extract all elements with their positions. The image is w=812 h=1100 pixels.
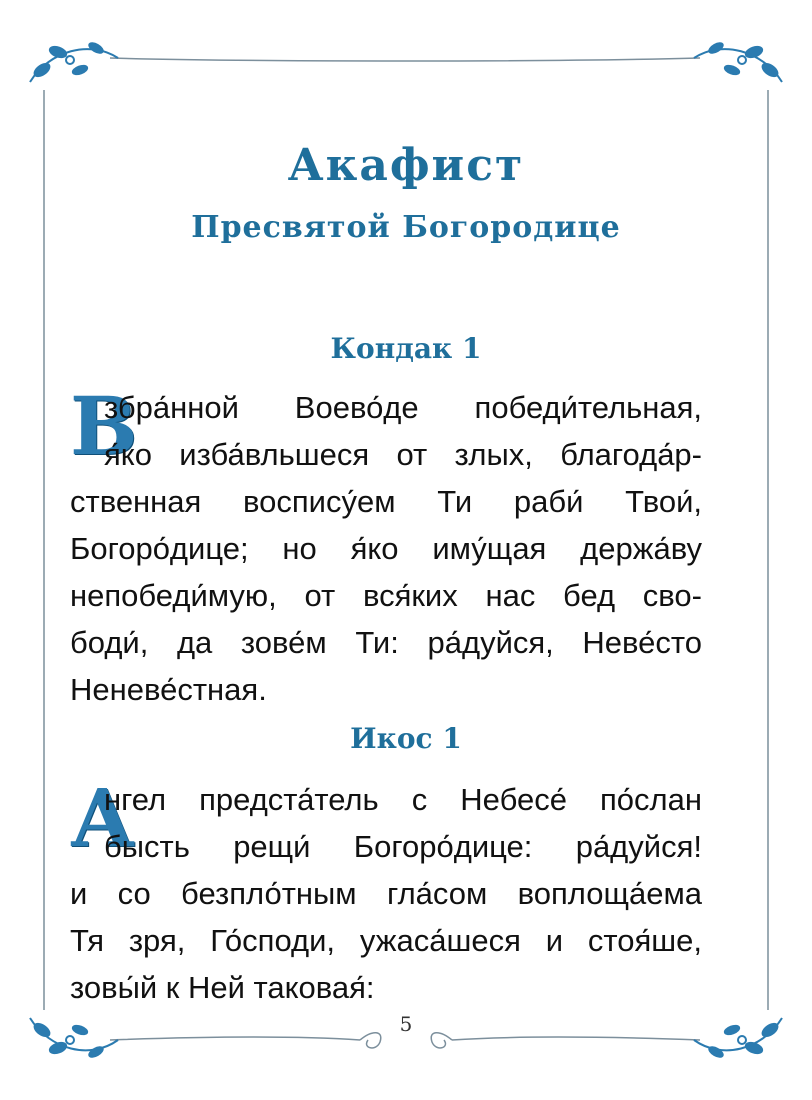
page-subtitle: Пресвятой Богородице [191, 210, 621, 245]
ikos-dropcap: А [70, 771, 136, 865]
text-line: збра́нной Воево́де победи́тельная, [104, 390, 702, 425]
text-line: непобеди́мую, от вся́ких нас бед сво- [70, 578, 702, 613]
text-line: боди́, да зове́м Ти: ра́дуйся, Неве́сто [70, 625, 702, 660]
ikos-heading: Икос 1 [350, 722, 462, 755]
text-line: зовы́й к Ней таковая́: [70, 970, 375, 1005]
text-line: Тя зря, Го́споди, ужаса́шеся и стоя́ше, [70, 923, 702, 958]
kondak-heading: Кондак 1 [330, 332, 482, 365]
page-number: 5 [399, 1012, 413, 1036]
text-line: бысть рещи́ Богоро́дице: ра́дуйся! [104, 829, 702, 864]
corner-ornament-top-left [30, 41, 118, 82]
text-line: я́ко изба́вльшеся от злых, благода́р- [104, 437, 702, 472]
kondak-text [70, 379, 702, 713]
ikos-text [70, 771, 702, 1011]
text-line: ственная воспису́ем Ти раби́ Твои́, [70, 484, 702, 519]
text-line: и со безпло́тным гла́сом воплоща́ема [70, 876, 702, 911]
corner-ornament-top-right [694, 41, 782, 82]
page-title: Акафист [287, 140, 525, 191]
kondak-dropcap: В [70, 379, 138, 473]
text-line: Богоро́дице; но я́ко иму́щая держа́ву [70, 531, 702, 566]
text-line: Неневе́стная. [70, 672, 267, 707]
text-line: нгел предста́тель с Небесе́ по́слан [104, 782, 702, 817]
